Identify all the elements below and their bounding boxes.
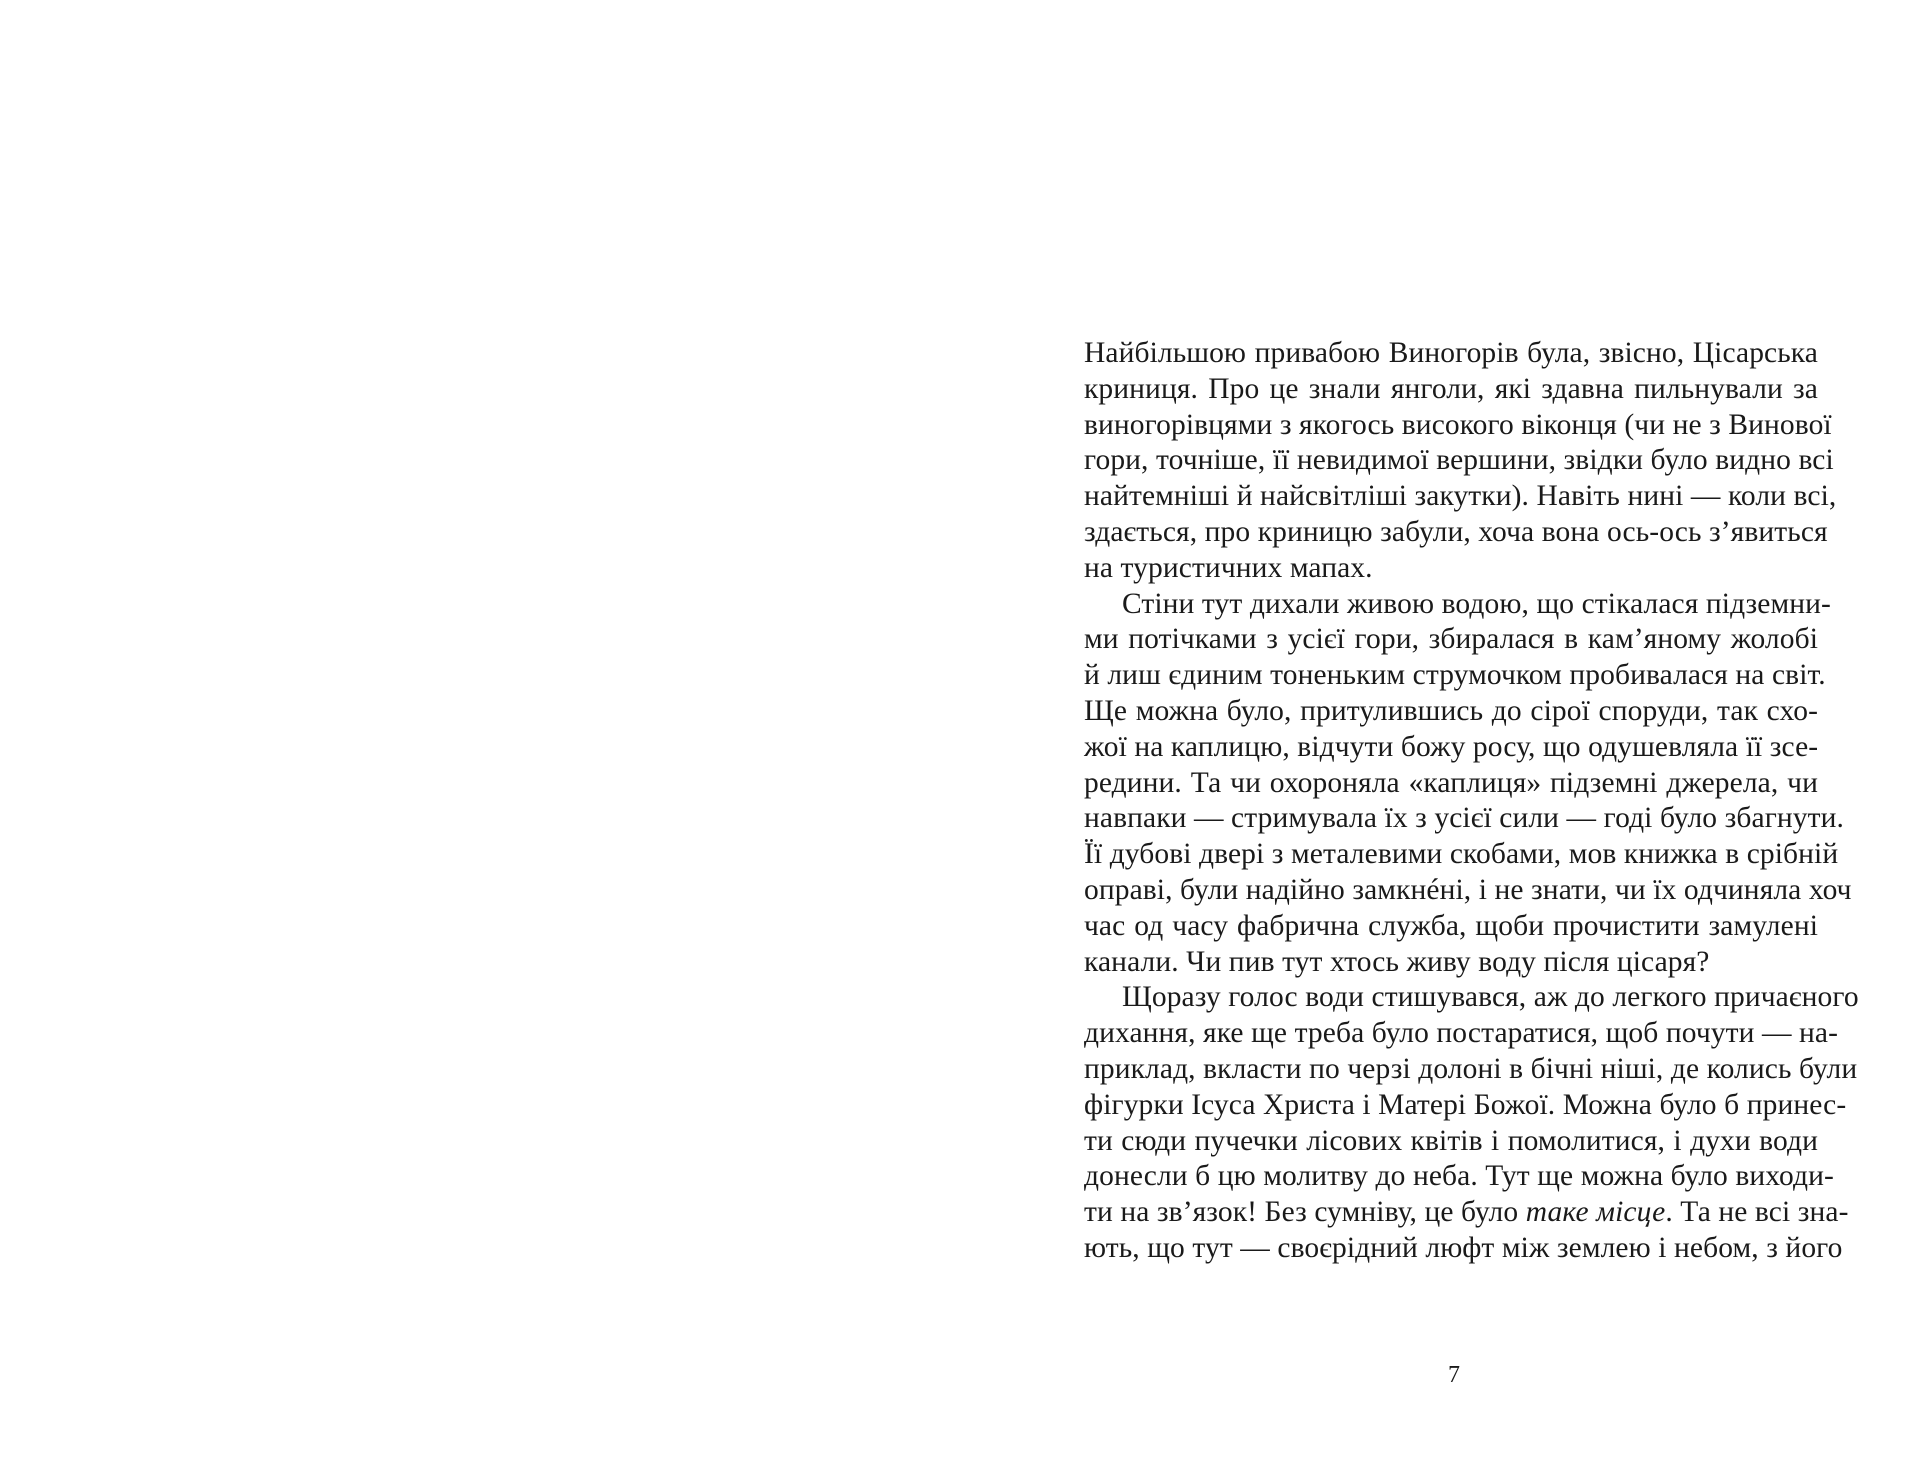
text-line: час од часу фабрична служба, щоби прочистити замулені	[1084, 909, 1818, 942]
text-line: ми потічками з усієї гори, збиралася в кам’яному жолобі	[1084, 623, 1818, 656]
paragraph-1	[1084, 336, 1837, 587]
right-page	[1084, 336, 1859, 1267]
text-line: навпаки — стримувала їх з усієї сили — годі було збагнути.	[1084, 802, 1844, 835]
text-line: редини. Та чи охороняла «каплиця» підземні джерела, чи	[1084, 766, 1818, 799]
text-line: виногорівцями з якогось високого віконця (чи не з Винової	[1084, 408, 1832, 441]
text-line: гори, точніше, її невидимої вершини, звідки було видно всі	[1084, 444, 1834, 477]
text-line: криниця. Про це знали янголи, які здавна пильнували за	[1084, 372, 1818, 405]
text-line: Її дубові двері з металевими скобами, мов книжка в срібній	[1084, 838, 1839, 871]
text-line: Ще можна було, притулившись до сірої споруди, так схо-	[1084, 694, 1818, 727]
text-line: оправі, були надійно замкнéні, і не знати, чи їх одчиняла хоч	[1084, 873, 1852, 906]
body-text	[1084, 336, 1859, 1267]
emphasized-phrase: таке місце	[1525, 1196, 1666, 1229]
text-segment: . Та не всі зна-	[1665, 1196, 1849, 1229]
text-line: канали. Чи пив тут хтось живу воду після цісаря?	[1084, 945, 1710, 978]
text-segment: ти на зв’язок! Без сумніву, це було	[1084, 1196, 1526, 1229]
text-line: найтемніші й найсвітліші закутки). Навіть нині — коли всі,	[1084, 480, 1837, 513]
text-line: здається, про криницю забули, хоча вона ось-ось з’явиться	[1084, 515, 1828, 548]
text-line: дихання, яке ще треба було постаратися, щоб почути — на-	[1084, 1017, 1839, 1050]
text-line: фігурки Ісуса Христа і Матері Божої. Можна було б принес-	[1084, 1088, 1847, 1121]
text-line: й лиш єдиним тоненьким струмочком пробивалася на світ.	[1084, 659, 1826, 692]
text-line: Щоразу голос води стишувався, аж до легкого причаєного	[1122, 981, 1859, 1014]
text-line: приклад, вкласти по черзі долоні в бічні ніші, де колись були	[1084, 1052, 1858, 1085]
text-line-with-emphasis	[1084, 1195, 1849, 1231]
page-number: 7	[1448, 1362, 1460, 1388]
text-line: Найбільшою привабою Виногорів була, звісно, Цісарська	[1084, 337, 1818, 369]
text-line: ють, що тут — своєрідний люфт між землею і небом, з його	[1084, 1231, 1843, 1264]
text-line: Стіни тут дихали живою водою, що стікалася підземни-	[1122, 587, 1831, 620]
paragraph-3	[1084, 980, 1859, 1266]
text-line: донесли б цю молитву до неба. Тут ще можна було виходи-	[1084, 1160, 1834, 1193]
paragraph-2	[1084, 587, 1852, 981]
text-line: жої на каплицю, відчути божу росу, що одушевляла її зсе-	[1084, 730, 1819, 763]
text-line: ти сюди пучечки лісових квітів і помолитися, і духи води	[1084, 1124, 1818, 1157]
text-line: на туристичних мапах.	[1084, 551, 1373, 584]
